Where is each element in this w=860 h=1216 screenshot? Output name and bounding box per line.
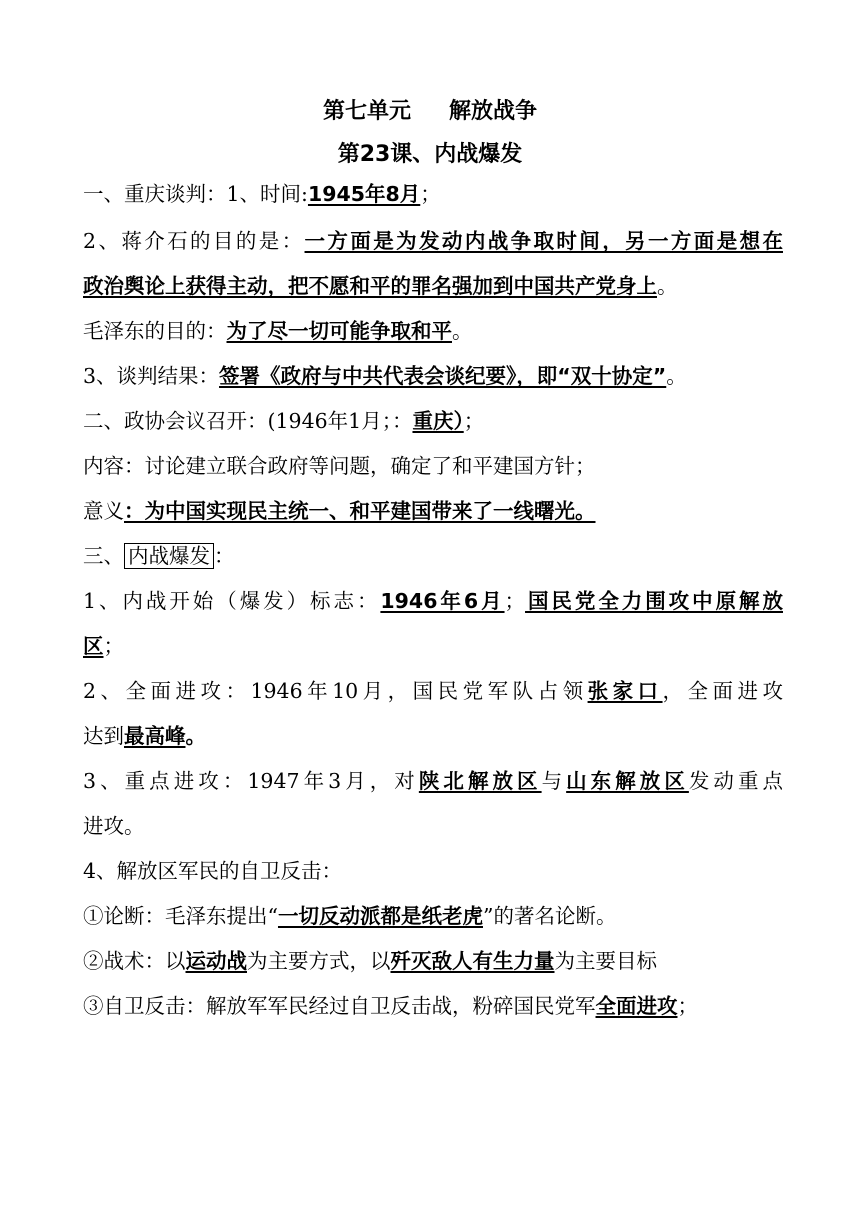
line-text: 。 [666, 364, 687, 388]
line-text: ； [103, 634, 124, 658]
key-point: 一切反动派都是纸老虎 [277, 904, 483, 928]
line-text: ； [420, 182, 441, 206]
text-line [83, 856, 783, 886]
text-line [83, 496, 783, 526]
text-line [83, 316, 783, 346]
line-text: ，全面进攻 [662, 679, 783, 703]
key-point: 政治舆论上获得主动，把不愿和平的罪名强加到中国共产党身上 [83, 274, 657, 298]
key-point: 运动战 [185, 949, 247, 973]
text-line [83, 361, 783, 391]
line-text: 内容：讨论建立联合政府等问题，确定了和平建国方针； [83, 454, 596, 478]
key-point: 山东解放区 [566, 769, 689, 793]
key-point: 重庆） [412, 409, 464, 433]
line-text: 。 [185, 724, 206, 748]
line-text: 达到 [83, 724, 124, 748]
line-text: 二、政协会议召开：(1946年1月；： [83, 409, 413, 433]
line-text: 为主要方式，以 [247, 949, 391, 973]
line-text: 3、重点进攻：1947年3月，对 [83, 769, 419, 793]
line-text: 2、全面进攻：1946年10月，国民党军队占领 [83, 679, 588, 703]
line-text: ①论断：毛泽东提出“ [83, 904, 278, 928]
text-line [83, 179, 783, 209]
line-text: ”的著名论断。 [482, 904, 617, 928]
line-text: 1、内战开始（爆发）标志： [83, 589, 381, 613]
text-line [83, 676, 783, 706]
text-line [83, 541, 783, 571]
boxed-heading: 内战爆发 [124, 543, 214, 569]
unit-number: 第七单元 [322, 99, 411, 124]
line-text: 一、重庆谈判：1、时间: [83, 182, 308, 206]
line-text: 2、蒋介石的目的是： [83, 229, 305, 253]
line-text: 毛泽东的目的： [83, 319, 227, 343]
line-text: ②战术：以 [83, 949, 186, 973]
text-line [83, 721, 783, 751]
line-text: 。 [452, 319, 473, 343]
line-text: 进攻。 [83, 814, 145, 838]
key-point: 一方面是为发动内战争取时间，另一方面是想在 [304, 229, 783, 253]
text-line [83, 811, 783, 841]
unit-name: 解放战争 [449, 99, 538, 124]
key-point: 全面进攻 [595, 994, 678, 1018]
line-text: 4、解放区军民的自卫反击： [83, 859, 343, 883]
key-point: 张家口 [587, 679, 663, 703]
key-point: 为了尽一切可能争取和平 [226, 319, 452, 343]
text-line [83, 946, 783, 976]
key-point: 国民党全力围攻中原解放 [525, 589, 783, 613]
line-text: 三、 [83, 544, 124, 568]
lesson-title: 第23课、内战爆发 [337, 142, 523, 167]
text-line [83, 451, 783, 481]
line-text: 3、谈判结果： [83, 364, 220, 388]
text-line [83, 271, 783, 301]
key-point: 1946年6月 [380, 589, 505, 613]
line-text: 发动重点 [688, 769, 784, 793]
text-line [83, 406, 783, 436]
text-line [83, 766, 783, 796]
key-point: 最高峰 [124, 724, 186, 748]
key-point: 区 [83, 634, 104, 658]
line-text: ③自卫反击：解放军军民经过自卫反击战，粉碎国民党军 [83, 994, 596, 1018]
unit-title [0, 94, 860, 125]
line-text: ； [504, 589, 526, 613]
line-text: 。 [657, 274, 678, 298]
line-text: 为主要目标 [554, 949, 657, 973]
line-text: 意义 [83, 499, 124, 523]
line-text: ； [677, 994, 698, 1018]
line-text: ； [463, 409, 485, 433]
text-line [83, 991, 783, 1021]
text-line [83, 586, 783, 616]
text-line [83, 901, 783, 931]
key-point: 1945年8月 [307, 182, 421, 206]
text-line [83, 226, 783, 256]
key-point: ：为中国实现民主统一、和平建国带来了一线曙光。 [124, 499, 596, 523]
text-line [83, 631, 783, 661]
line-text: ： [214, 544, 235, 568]
key-point: 歼灭敌人有生力量 [390, 949, 555, 973]
key-point: 陕北解放区 [418, 769, 542, 793]
key-point: 签署《政府与中共代表会谈纪要》，即“双十协定” [219, 364, 667, 388]
line-text: 与 [541, 769, 567, 793]
